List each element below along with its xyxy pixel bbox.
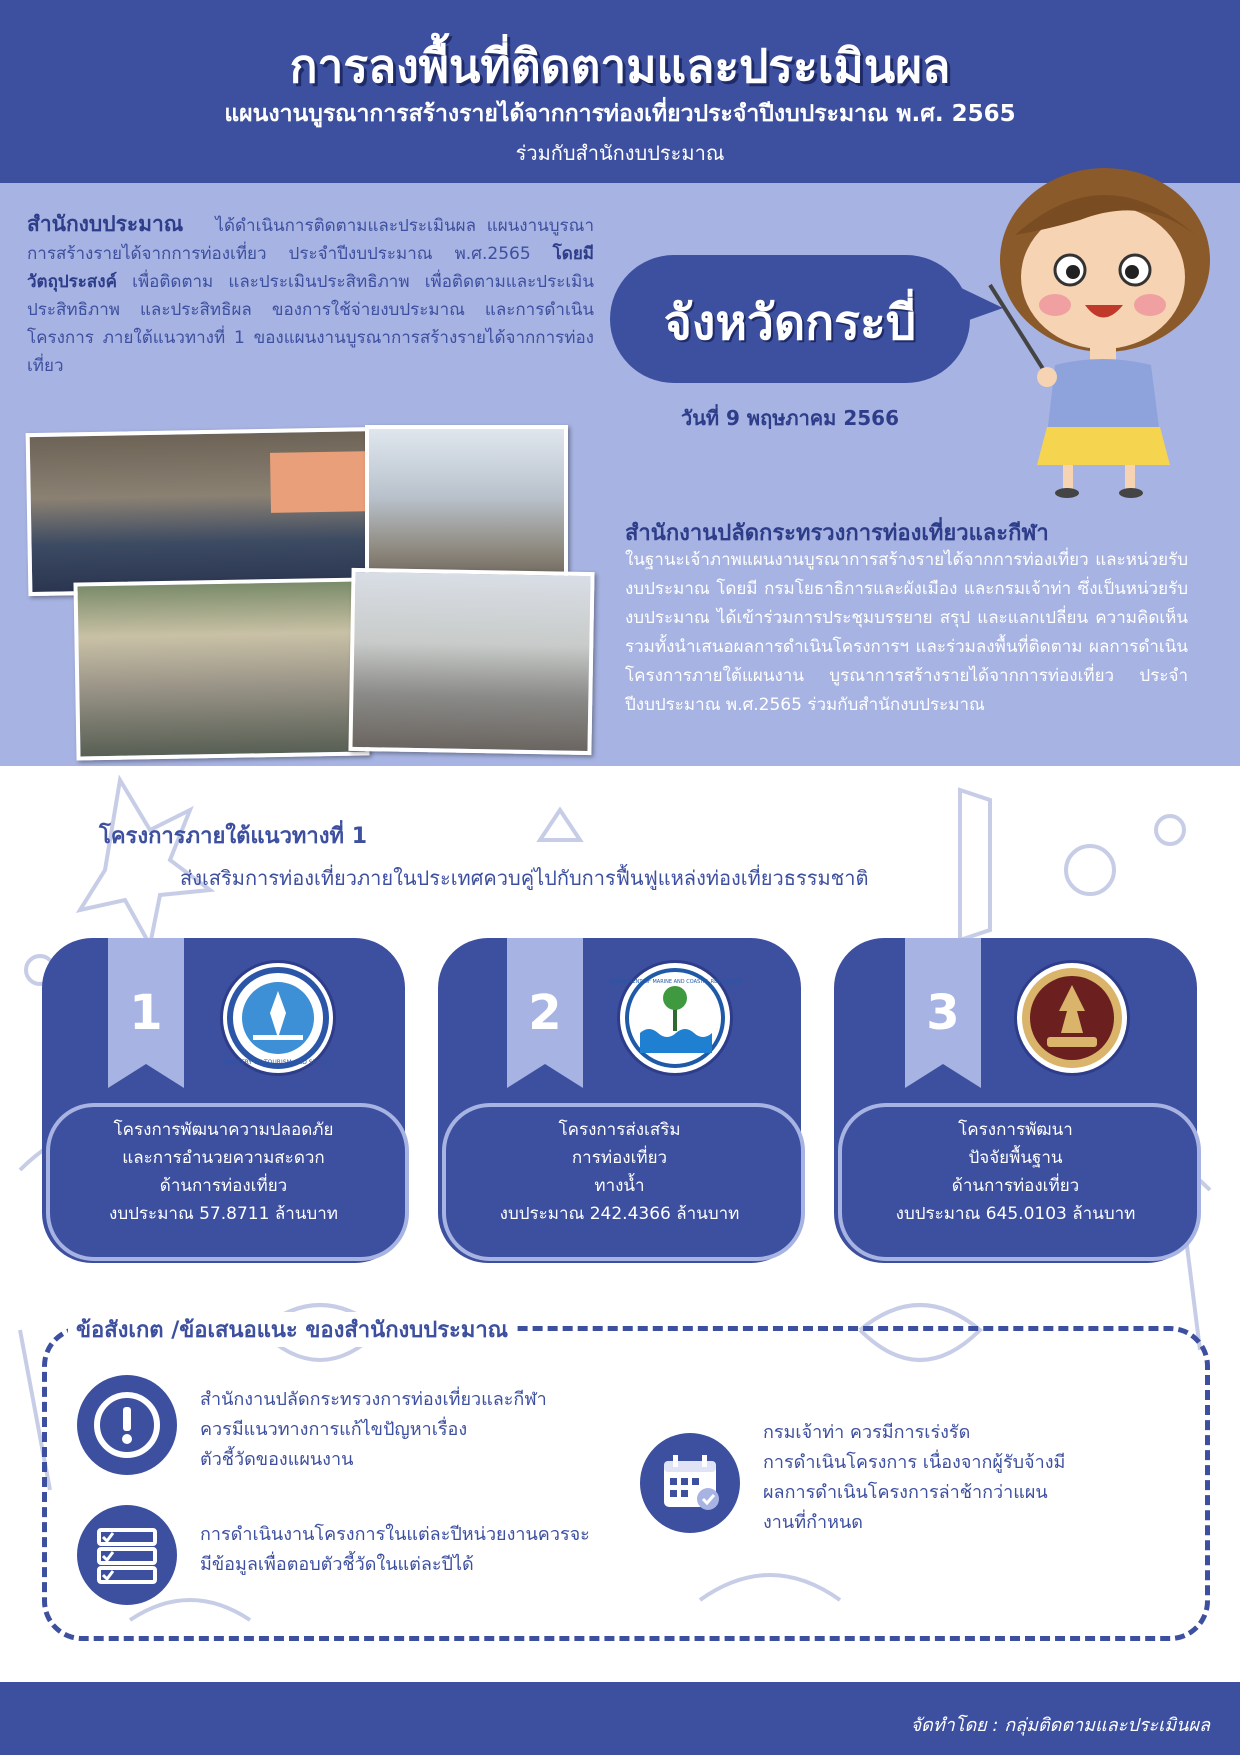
observation-3-line-1: กรมเจ้าท่า ควรมีการเร่งรัด <box>763 1422 971 1443</box>
public-works-department-seal-icon <box>1017 963 1127 1073</box>
observation-1-line-3: ตัวชี้วัดของแผนงาน <box>200 1449 354 1470</box>
project-number-2: 2 <box>528 985 562 1041</box>
project-text-3 <box>838 1116 1193 1228</box>
project-2-budget: งบประมาณ 242.4366 ล้านบาท <box>499 1204 740 1224</box>
project-3-line-1: โครงการพัฒนา <box>958 1120 1073 1140</box>
project-1-line-1: โครงการพัฒนาความปลอดภัย <box>113 1120 334 1140</box>
page-subtitle: แผนงานบูรณาการสร้างรายได้จากการท่องเที่ยวประจำปีงบประมาณ พ.ศ. 2565 <box>224 101 1016 127</box>
intro-objective-label: โดยมีวัตถุประสงค์ <box>27 244 594 292</box>
intro-text-1: ได้ดำเนินการติดตามและประเมินผล แผนงานบูรณาการสร้างรายได้จากการท่องเที่ยว ประจำปีงบประมาณ พ.ศ.2565 <box>27 216 595 264</box>
calendar-circle <box>640 1433 740 1533</box>
observations-title: ข้อสังเกต /ข้อเสนอแนะ ของสำนักงบประมาณ <box>68 1312 516 1347</box>
project-3-budget: งบประมาณ 645.0103 ล้านบาท <box>895 1204 1136 1224</box>
checklist-circle <box>77 1505 177 1605</box>
exclamation-icon <box>77 1375 177 1475</box>
observation-1 <box>200 1385 620 1475</box>
project-3-line-2: ปัจจัยพื้นฐาน <box>968 1148 1063 1168</box>
partner-line: ร่วมกับสำนักงบประมาณ <box>515 141 725 165</box>
project-1-line-3: ด้านการท่องเที่ยว <box>159 1176 288 1196</box>
observation-1-line-1: สำนักงานปลัดกระทรวงการท่องเที่ยวและกีฬา <box>200 1389 547 1410</box>
tourism-seal-text: MINISTRY OF TOURISM AND SPORTS <box>223 1059 333 1066</box>
observation-2 <box>200 1520 670 1580</box>
project-2-line-3: ทางน้ำ <box>594 1176 645 1196</box>
intro-paragraph <box>27 210 594 380</box>
province-name: จังหวัดกระบี่ <box>663 295 917 351</box>
photo-site-visit-1 <box>365 425 568 583</box>
section-title: โครงการภายใต้แนวทางที่ 1 <box>99 824 367 849</box>
ministry-paragraph: ในฐานะเจ้าภาพแผนงานบูรณาการสร้างรายได้จากการท่องเที่ยว และหน่วยรับงบประมาณ โดยมี กรมโยธาธิการและผังเมือง และกรมเจ้าท่า ซึ่งเป็นหน่วยรับงบประมาณ ได้เข้าร่วมการประชุมบรรยาย สรุป และแลกเปลี่ยน ความคิดเห็น รวมทั้งนำเสนอผลการดำเนินโครงการฯ และร่วมลงพื้นที่ติดตาม ผลการดำเนินโครงการภายใต้แผนงาน บูรณาการสร้างรายได้จากการท่องเที่ยว ประจำปีงบประมาณ พ.ศ.2565 ร่วมกับสำนักงบประมาณ <box>625 550 1188 715</box>
exclamation-circle <box>77 1375 177 1475</box>
project-text-1 <box>46 1116 401 1228</box>
observation-3-line-3: ผลการดำเนินโครงการล่าช้ากว่าแผน <box>763 1482 1048 1503</box>
project-1-budget: งบประมาณ 57.8711 ล้านบาท <box>109 1204 338 1224</box>
observation-1-line-2: ควรมีแนวทางการแก้ไขปัญหาเรื่อง <box>200 1419 468 1440</box>
project-3-line-3: ด้านการท่องเที่ยว <box>951 1176 1080 1196</box>
ministry-heading: สำนักงานปลัดกระทรวงการท่องเที่ยวและกีฬา <box>625 521 1049 546</box>
observation-2-line-2: มีข้อมูลเพื่อตอบตัวชี้วัดในแต่ละปีได้ <box>200 1554 474 1575</box>
intro-text-2: เพื่อติดตาม และประเมินประสิทธิภาพ เพื่อติดตามและประเมินประสิทธิภาพ และประสิทธิผล ของการใช้จ่ายงบประมาณ และการดำเนินโครงการ ภายใต้แนวทางที่ 1 ของแผนงานบูรณาการสร้างรายได้จากการท่องเที่ยว <box>27 272 594 376</box>
marine-department-seal-icon <box>608 963 742 1073</box>
visit-date: วันที่ 9 พฤษภาคม 2566 <box>680 406 899 430</box>
page-title: การลงพื้นที่ติดตามและประเมินผล <box>289 39 951 93</box>
project-2-line-1: โครงการส่งเสริม <box>558 1120 681 1140</box>
photo-meeting <box>26 427 387 596</box>
project-number-3: 3 <box>926 985 960 1041</box>
tourism-ministry-seal-icon <box>223 963 333 1073</box>
project-number-1: 1 <box>129 985 163 1041</box>
observation-2-line-1: การดำเนินงานโครงการในแต่ละปีหน่วยงานควรจะ <box>200 1524 590 1545</box>
observation-3-line-4: งานที่กำหนด <box>763 1512 863 1533</box>
project-1-line-2: และการอำนวยความสะดวก <box>122 1148 325 1168</box>
project-text-2 <box>442 1116 797 1228</box>
photo-walkway <box>73 577 369 760</box>
section-subtitle: ส่งเสริมการท่องเที่ยวภายในประเทศควบคู่ไปกับการฟื้นฟูแหล่งท่องเที่ยวธรรมชาติ <box>180 866 869 890</box>
photo-site-visit-2 <box>348 568 594 755</box>
observation-3 <box>763 1418 1183 1538</box>
project-2-line-2: การท่องเที่ยว <box>571 1148 668 1168</box>
calendar-icon <box>640 1433 740 1533</box>
mascot-illustration-icon <box>985 165 1215 500</box>
marine-seal-text: DEPARTMENT OF MARINE AND COASTAL RESOURCES <box>608 979 742 985</box>
checklist-icon <box>77 1505 177 1605</box>
observation-3-line-2: การดำเนินโครงการ เนื่องจากผู้รับจ้างมี <box>763 1452 1066 1473</box>
intro-lead: สำนักงบประมาณ <box>27 212 184 236</box>
footer-credit: จัดทำโดย : กลุ่มติดตามและประเมินผล <box>910 1715 1210 1736</box>
